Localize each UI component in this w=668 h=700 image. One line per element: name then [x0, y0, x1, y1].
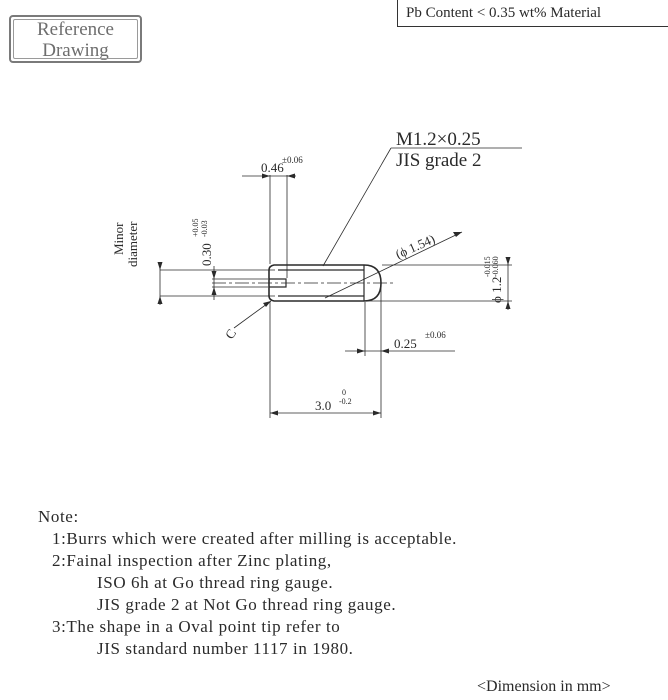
slot-width-tolerance: ±0.06	[282, 155, 303, 165]
minor-diameter-label-1: Minor	[111, 222, 126, 255]
minor-diameter-label-2: diameter	[125, 221, 140, 267]
head-diameter-label: (ϕ 1.54)	[393, 231, 438, 262]
note-2-sub-1: ISO 6h at Go thread ring gauge.	[97, 573, 334, 592]
note-2: 2:Fainal inspection after Zinc plating,	[52, 551, 332, 570]
slot-depth-tol-lower: -0.03	[200, 220, 209, 237]
material-note: Pb Content < 0.35 wt% Material	[397, 0, 668, 27]
point-length-value: 0.25	[394, 336, 417, 351]
thread-grade-label: JIS grade 2	[396, 150, 482, 171]
thread-spec-label: M1.2×0.25	[396, 129, 481, 150]
dimension-unit-label: <Dimension in mm>	[477, 678, 611, 695]
length-value: 3.0	[315, 398, 332, 413]
notes-section	[38, 506, 457, 660]
slot-width-value: 0.46	[261, 160, 284, 175]
slot-depth-value: 0.30	[199, 243, 214, 266]
stamp-line-1: Reference	[37, 19, 114, 40]
stamp-line-2: Drawing	[42, 40, 109, 61]
major-diameter-value: ϕ 1.2	[489, 276, 504, 303]
chamfer-label: C	[221, 326, 240, 342]
note-1: 1:Burrs which were created after milling is acceptable.	[52, 529, 457, 548]
point-length-tolerance: ±0.06	[425, 330, 446, 340]
notes-title: Note:	[38, 507, 79, 526]
major-diameter-tol-upper: -0.015	[483, 256, 492, 277]
note-3-sub-1: JIS standard number 1117 in 1980.	[97, 639, 354, 658]
note-2-sub-2: JIS grade 2 at Not Go thread ring gauge.	[97, 595, 397, 614]
note-3: 3:The shape in a Oval point tip refer to	[52, 617, 341, 636]
slot-depth-tol-upper: +0.05	[191, 218, 200, 237]
major-diameter-tol-lower: -0.060	[491, 256, 500, 277]
length-tol-lower: -0.2	[339, 397, 352, 406]
length-tol-upper: 0	[342, 388, 346, 397]
